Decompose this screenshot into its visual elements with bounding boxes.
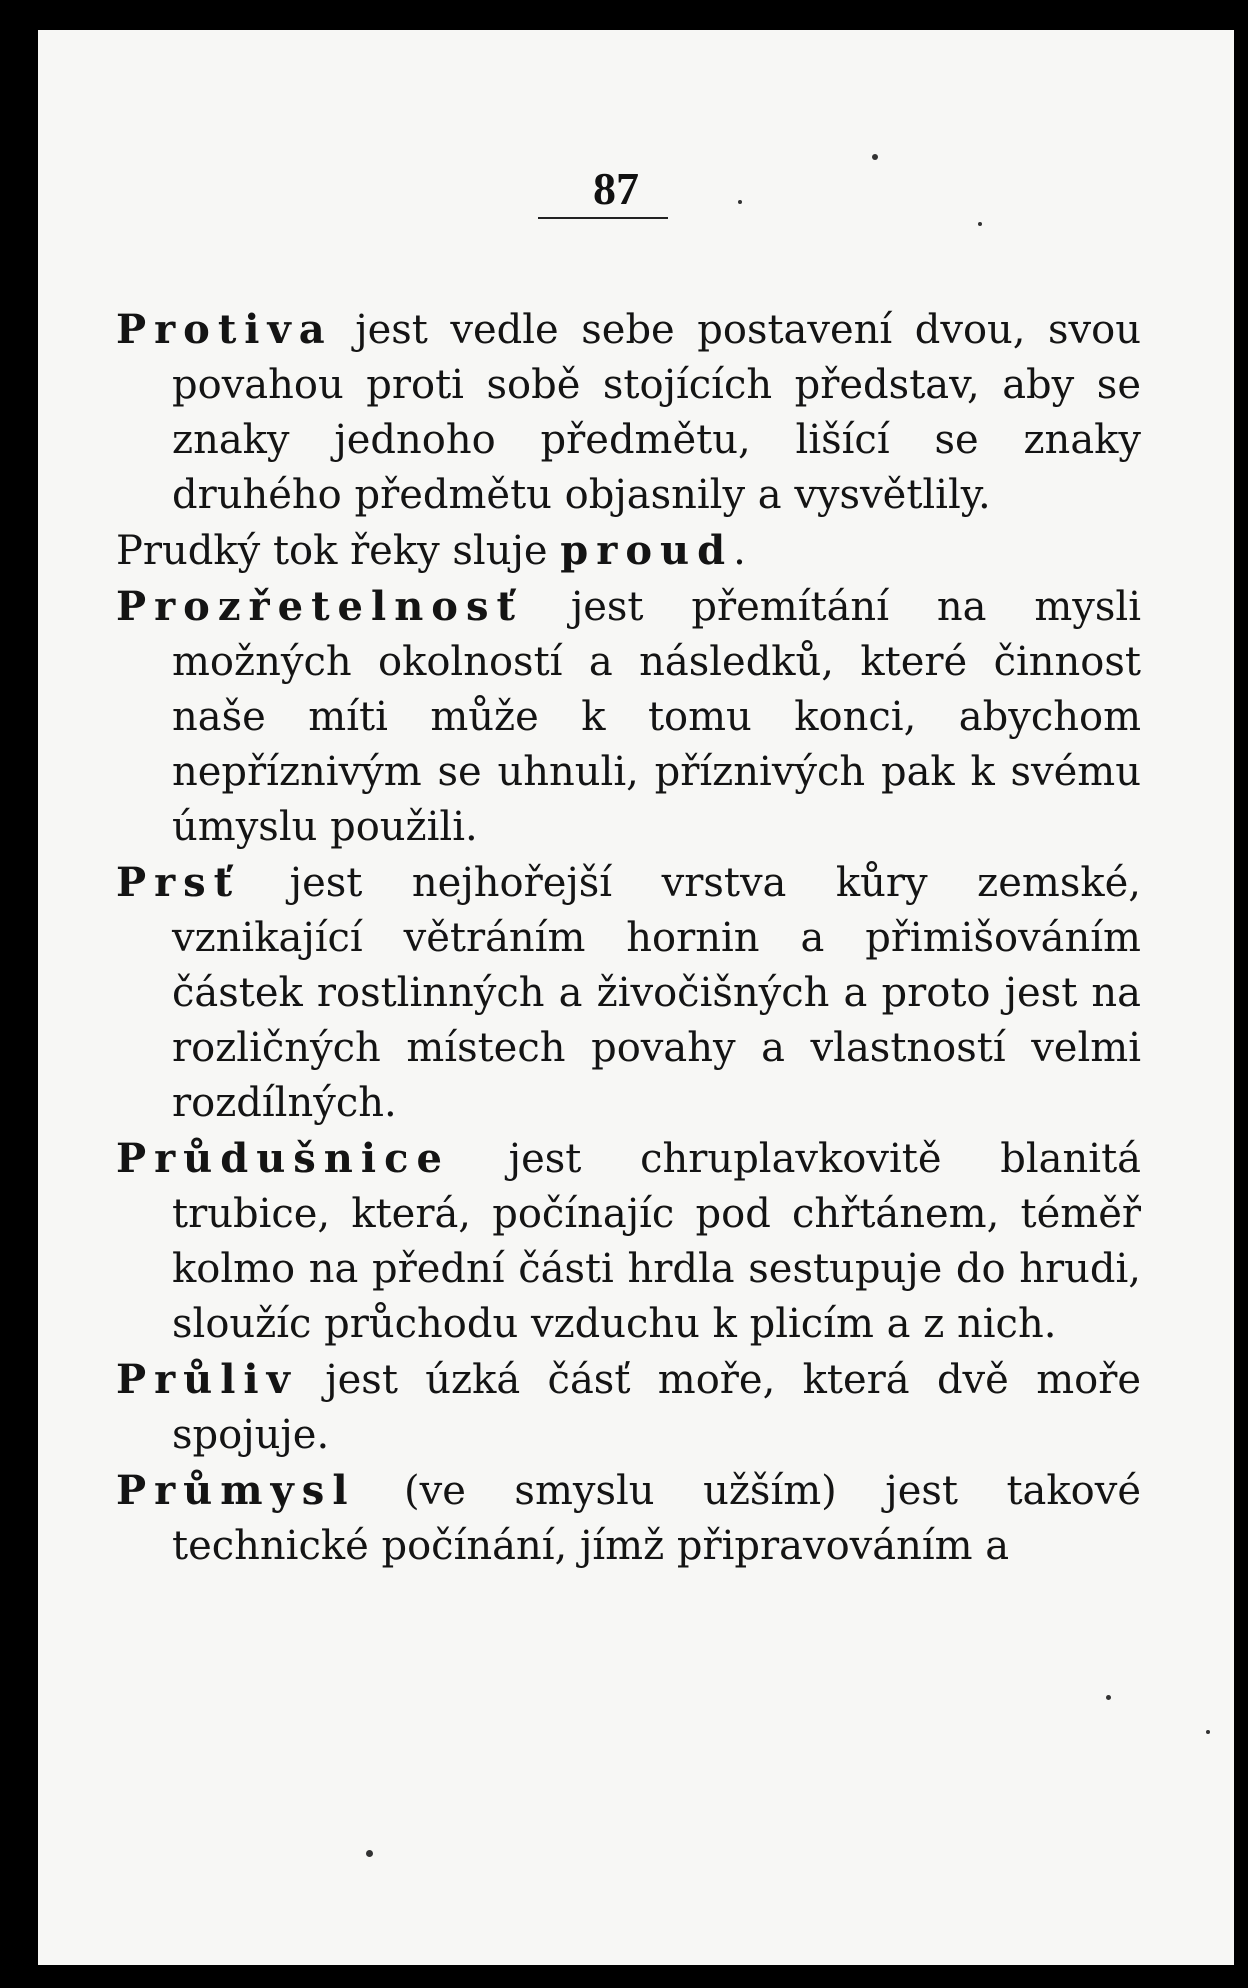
- glossary-entry-pruliv: [116, 1352, 1141, 1463]
- glossary-entry-proud: [116, 523, 1141, 579]
- entry-term: proud: [560, 527, 734, 574]
- entry-definition: jest úzká čásť moře, která dvě moře spojuje.: [172, 1357, 1141, 1458]
- entry-term: Průliv: [116, 1356, 298, 1403]
- paper-speck: [872, 154, 878, 160]
- page-number: 87: [593, 163, 639, 214]
- glossary-entry-prudusnice: [116, 1131, 1141, 1352]
- paper-speck: [738, 200, 742, 204]
- entry-definition: jest vedle sebe postavení dvou, svou povahou proti sobě stojících představ, aby se znaky jednoho předmětu, lišící se znaky druhého předmětu objasnily a vysvětlily.: [172, 307, 1141, 518]
- entry-definition: jest přemítání na mysli možných okolností a následků, které činnost naše míti může k tomu konci, abychom nepříznivým se uhnuli, příznivých pak k svému úmyslu použili.: [172, 584, 1141, 850]
- glossary-body: [116, 302, 1141, 1574]
- entry-term: Průmysl: [116, 1467, 356, 1514]
- entry-term: Protiva: [116, 306, 333, 353]
- entry-definition: .: [733, 528, 746, 574]
- entry-term: Průdušnice: [116, 1135, 450, 1182]
- entry-term: Prozřetelnosť: [116, 583, 523, 630]
- glossary-entry-protiva: [116, 302, 1141, 523]
- paper-speck: [366, 1850, 373, 1857]
- paper-speck: [1206, 1730, 1210, 1734]
- entry-term: Prsť: [116, 859, 241, 906]
- paper-speck: [1106, 1695, 1111, 1700]
- header-rule: [538, 217, 668, 219]
- entry-definition: jest chruplavkovitě blanitá trubice, která, počínajíc pod chřtánem, téměř kolmo na přední části hrdla sestupuje do hrudi, sloužíc průchodu vzduchu k plicím a z nich.: [172, 1136, 1141, 1347]
- entry-definition: jest nejhořejší vrstva kůry zemské, vznikající větráním hornin a přimišováním částek rostlinných a živočišných a proto jest na rozličných místech povahy a vlastností velmi rozdílných.: [172, 860, 1141, 1126]
- glossary-entry-prst: [116, 855, 1141, 1131]
- glossary-entry-prozretelnost: [116, 579, 1141, 855]
- book-page: [38, 30, 1234, 1965]
- glossary-entry-prumysl: [116, 1463, 1141, 1574]
- entry-definition-lead: Prudký tok řeky sluje: [116, 528, 561, 574]
- page-header: [38, 162, 1234, 215]
- entry-definition: (ve smyslu užším) jest takové technické počínání, jímž připravováním a: [172, 1468, 1141, 1569]
- paper-speck: [978, 222, 982, 226]
